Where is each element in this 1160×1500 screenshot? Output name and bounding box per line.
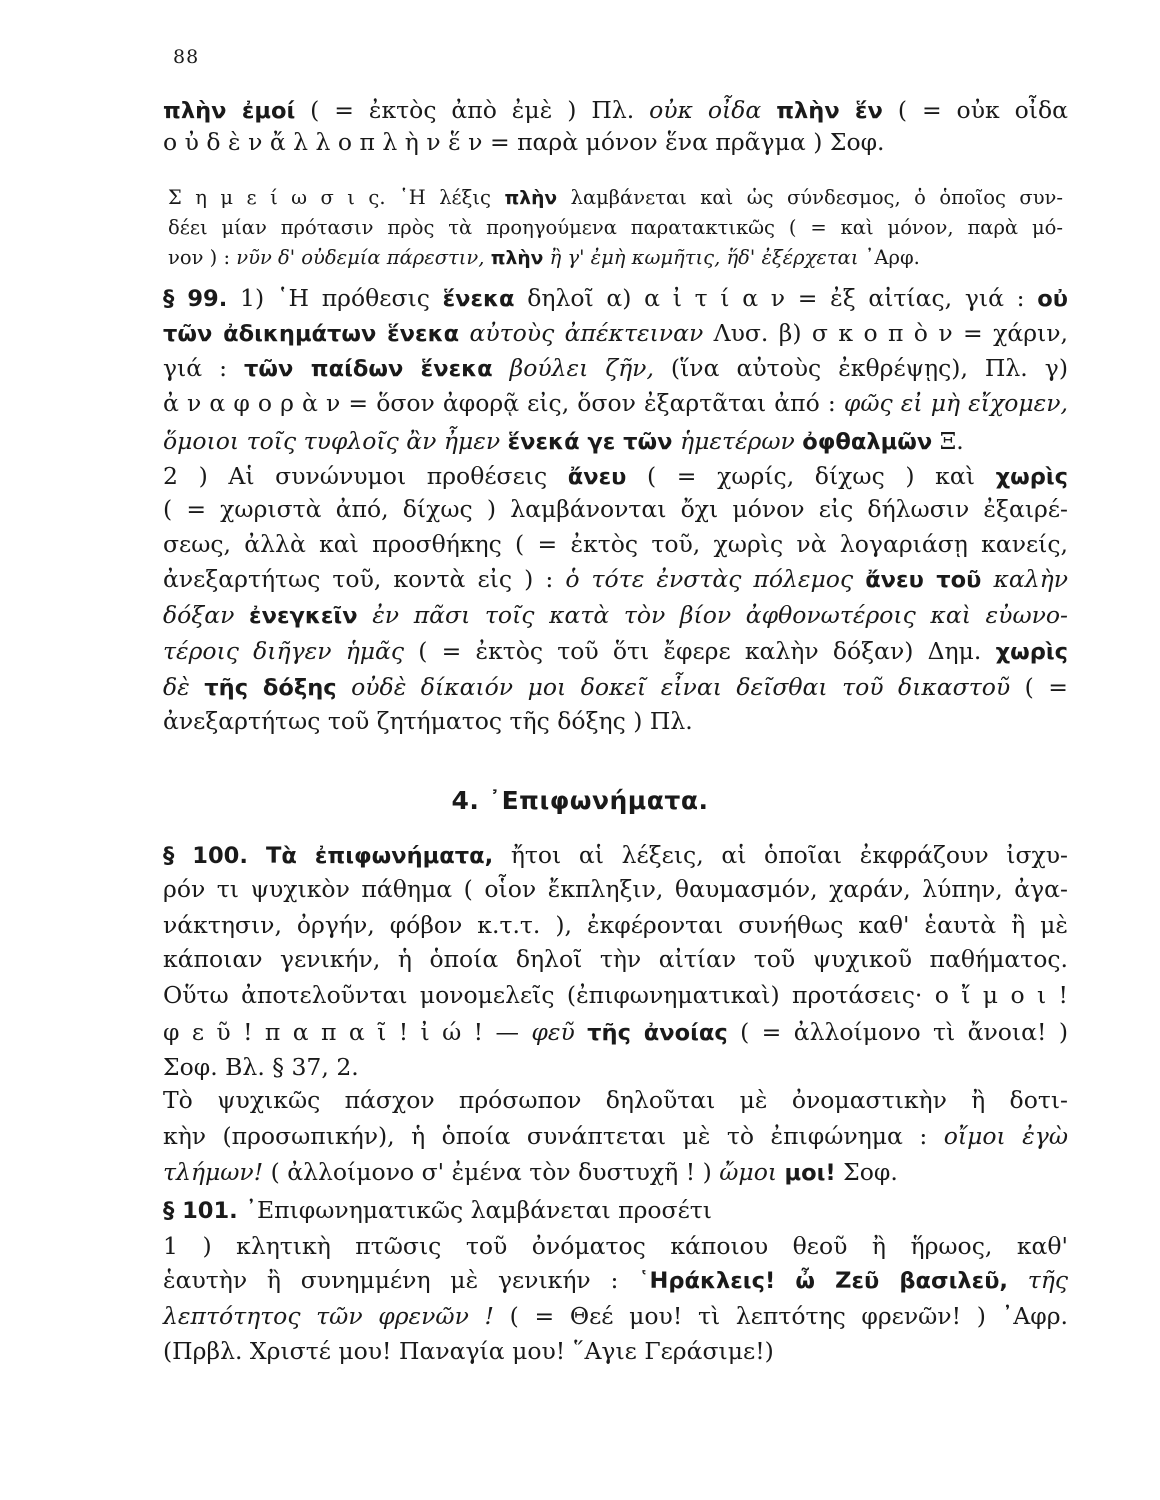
text-run: ᾿Αρφ. <box>858 246 920 269</box>
italic-quote: ὁ τότε ἐνστὰς πόλεμος <box>565 565 866 593</box>
text-line <box>163 494 1068 524</box>
section-heading: 4. ᾿Επιφωνήματα. <box>451 786 709 815</box>
text-line <box>163 1301 1068 1331</box>
bold-term: μοι! <box>784 1160 836 1186</box>
text-run: ἀνεξαρτήτως τοῦ, κοντὰ εἰς ) : <box>163 565 566 593</box>
text-run: ἀ ν α φ ο ρ ὰ ν = ὅσον ἀφορᾷ εἰς, ὅσον ἐξαρτᾶται ἀπό : <box>163 389 844 417</box>
text-line <box>163 95 1068 126</box>
text-line <box>163 1121 1068 1151</box>
bold-term: τῶν παίδων ἕνεκα <box>244 356 493 382</box>
text-line <box>163 1052 1068 1082</box>
bold-term: ἕνεκά γε τῶν <box>507 429 673 455</box>
bold-term: ἐνεγκεῖν <box>249 603 358 629</box>
text-run: (Πρβλ. Χριστέ μου! Παναγία μου! ῞Αγιε Γεράσιμε!) <box>163 1337 774 1365</box>
text-run: (ἵνα αὐτοὺς ἐκθρέψῃς), Πλ. γ) <box>653 354 1068 382</box>
text-run: Σ η μ ε ί ω σ ι ς. <box>168 186 386 209</box>
italic-quote: αὐτοὺς ἀπέκτειναν <box>459 319 704 347</box>
text-run: ( = ἀλλοίμονο τὶ ἄνοια! ) <box>727 1018 1068 1046</box>
text-line <box>163 672 1068 703</box>
text-run: γιά : <box>163 354 245 382</box>
text-run: ρόν τι ψυχικὸν πάθημα ( οἷον ἔκπληξιν, θαυμασμόν, χαράν, λύπην, ἀγα- <box>163 875 1068 903</box>
italic-quote: ἡμετέρων <box>672 427 803 455</box>
bold-term: ῾Ηράκλεις! ὦ Ζεῦ βασιλεῦ, <box>638 1268 1008 1294</box>
italic-quote: τῆς <box>1007 1266 1068 1294</box>
text-run: ῾Η λέξις <box>385 186 505 209</box>
bold-term: § 100. Τὰ ἐπιφωνήματα, <box>163 843 494 869</box>
bold-term: § 99. <box>163 286 228 312</box>
italic-quote: οὐκ οἶδα <box>649 96 777 124</box>
bold-term: χωρὶς <box>995 464 1068 490</box>
bold-term: χωρὶς <box>995 639 1068 665</box>
text-run: Οὕτω ἀποτελοῦνται μονομελεῖς (ἐπιφωνηματικαὶ) προτάσεις· ο ἴ μ ο ι ! <box>163 981 1068 1009</box>
text-run: 2 ) Αἱ συνώνυμοι προθέσεις <box>163 462 568 490</box>
text-line <box>168 213 1063 243</box>
italic-quote: τέροις διῆγεν ἡμᾶς <box>163 637 405 665</box>
text-run: νάκτησιν, ὀργήν, φόβον κ.τ.τ. ), ἐκφέρονται συνήθως καθ' ἑαυτὰ ἢ μὲ <box>163 911 1068 939</box>
text-line <box>163 1085 1068 1115</box>
italic-quote: φεῦ <box>531 1018 588 1046</box>
text-run: Σοφ. Βλ. § 37, 2. <box>163 1053 359 1081</box>
italic-quote: φῶς εἰ μὴ εἴχομεν, <box>843 389 1068 417</box>
italic-quote: τλήμων! <box>163 1158 264 1186</box>
text-line <box>163 127 1068 157</box>
bold-term: τῆς ἀνοίας <box>587 1020 728 1046</box>
bold-term: τῶν ἀδικημάτων ἕνεκα <box>163 321 460 347</box>
text-line <box>163 353 1068 384</box>
text-run: νον ) : <box>168 246 237 269</box>
text-run: ( = χωρίς, δίχως ) καὶ <box>626 462 996 490</box>
bold-term: πλὴν <box>504 188 558 209</box>
italic-quote: ὤμοι <box>719 1158 785 1186</box>
text-line <box>163 1231 1068 1261</box>
text-run: 1 ) κλητικὴ πτῶσις τοῦ ὀνόματος κάποιου θεοῦ ἢ ἥρωος, καθ' <box>163 1232 1068 1260</box>
text-line <box>163 980 1068 1010</box>
text-line <box>163 564 1068 595</box>
italic-quote: καλὴν <box>981 565 1068 593</box>
bold-term: ὀφθαλμῶν <box>802 429 933 455</box>
text-line <box>163 1336 1068 1366</box>
text-line <box>163 1265 1068 1296</box>
text-run: ᾿Επιφωνηματικῶς λαμβάνεται προσέτι <box>237 1196 712 1224</box>
text-run: ο ὐ δ ὲ ν ἄ λ λ ο π λ ὴ ν ἕ ν <box>163 128 483 156</box>
text-run: δηλοῖ α) α ἰ τ ί α ν = ἐξ αἰτίας, γιά : <box>514 284 1038 312</box>
text-run: δέει μίαν πρότασιν πρὸς τὰ προηγούμενα παρατακτικῶς ( = καὶ μόνον, παρὰ μό- <box>168 216 1063 239</box>
text-run: Λυσ. β) σ κ ο π ὸ ν = χάριν, <box>703 319 1068 347</box>
page-number: 88 <box>173 46 200 68</box>
text-line <box>163 1195 1068 1226</box>
text-line <box>163 600 1068 631</box>
text-run: Σοφ. <box>835 1158 898 1186</box>
bold-term: ἄνευ τοῦ <box>865 567 982 593</box>
text-run: Τὸ ψυχικῶς πάσχον πρόσωπον δηλοῦται μὲ ὀνομαστικὴν ἢ δοτι- <box>163 1086 1068 1114</box>
italic-quote: δόξαν <box>163 601 250 629</box>
text-run: = παρὰ μόνον ἕνα πρᾶγμα ) Σοφ. <box>482 128 885 156</box>
text-line <box>163 461 1068 492</box>
text-run: σεως, ἀλλὰ καὶ προσθήκης ( = ἐκτὸς τοῦ, χωρὶς νὰ λογαριάσῃ κανείς, <box>163 530 1068 558</box>
text-line <box>163 529 1068 559</box>
text-run: ( = ἐκτὸς τοῦ ὅτι ἔφερε καλὴν δόξαν) Δημ. <box>404 637 996 665</box>
italic-quote: νῦν δ' οὐδεμία πάρεστιν, <box>236 246 491 269</box>
bold-term: τῆς δόξης <box>204 675 337 701</box>
italic-quote: οἴμοι ἐγὼ <box>943 1122 1068 1150</box>
text-line <box>168 183 1063 214</box>
text-line <box>163 840 1068 871</box>
text-run: λαμβάνεται καὶ ὡς σύνδεσμος, ὁ ὁποῖος συν- <box>557 186 1063 209</box>
text-line <box>163 318 1068 349</box>
text-line <box>163 1157 1068 1188</box>
text-run: Ξ. <box>932 427 964 455</box>
text-run: ( = οὐκ οἶδα <box>882 96 1068 124</box>
text-run: ( ἀλλοίμονο σ' ἐμένα τὸν δυστυχῆ ! ) <box>263 1158 720 1186</box>
text-run: 1) ῾Η πρόθεσις <box>227 284 443 312</box>
bold-term: οὐ <box>1037 286 1068 312</box>
text-run: κάποιαν γενικήν, ἡ ὁποία δηλοῖ τὴν αἰτίαν τοῦ ψυχικοῦ παθήματος. <box>163 945 1068 973</box>
text-line <box>163 388 1068 418</box>
bold-term: πλὴν <box>490 248 544 269</box>
bold-term: πλὴν ἐμοί <box>163 98 296 124</box>
text-line <box>163 636 1068 667</box>
text-run: ( = Θεέ μου! τὶ λεπτότης φρενῶν! ) ᾿Αφρ. <box>494 1302 1068 1330</box>
text-line <box>163 910 1068 940</box>
text-run: κὴν (προσωπικήν), ἡ ὁποία συνάπτεται μὲ τὸ ἐπιφώνημα : <box>163 1122 944 1150</box>
bold-term: § 101. <box>163 1198 238 1224</box>
text-line <box>163 283 1068 314</box>
text-line <box>163 1017 1068 1048</box>
text-line <box>163 426 1068 457</box>
italic-quote: ἐν πᾶσι τοῖς κατὰ τὸν βίον ἀφθονωτέροις καὶ εὐωνο- <box>357 601 1068 629</box>
text-run: ( = ἐκτὸς ἀπὸ ἐμὲ ) Πλ. <box>295 96 650 124</box>
bold-term: ἕνεκα <box>442 286 515 312</box>
text-line <box>163 874 1068 904</box>
text-run: ( = χωριστὰ ἀπό, δίχως ) λαμβάνονται ὄχι μόνον εἰς δήλωσιν ἐξαιρέ- <box>163 495 1068 523</box>
text-line <box>163 944 1068 974</box>
italic-quote: βούλει ζῆν, <box>492 354 654 382</box>
text-run: ἀνεξαρτήτως τοῦ ζητήματος τῆς δόξης ) Πλ. <box>163 707 693 735</box>
text-run: ἤτοι αἱ λέξεις, αἱ ὁποῖαι ἐκφράζουν ἰσχυ- <box>493 841 1068 869</box>
text-line <box>168 243 1063 274</box>
italic-quote: λεπτότητος τῶν φρενῶν ! <box>163 1302 494 1330</box>
bold-term: ἄνευ <box>567 464 627 490</box>
text-run: ἑαυτὴν ἢ συνημμένη μὲ γενικήν : <box>163 1266 639 1294</box>
italic-quote: δὲ <box>163 673 205 701</box>
italic-quote: ἢ γ' ἐμὴ κωμῆτις, ἥδ' ἐξέρχεται <box>543 246 859 269</box>
text-run: ( = <box>1010 673 1068 701</box>
bold-term: πλὴν ἕν <box>776 98 883 124</box>
italic-quote: ὅμοιοι τοῖς τυφλοῖς ἂν ἦμεν <box>163 427 508 455</box>
text-line <box>163 706 1068 736</box>
text-run: φ ε ῦ ! π α π α ῖ ! ἰ ώ ! — <box>163 1018 532 1046</box>
italic-quote: οὐδὲ δίκαιόν μοι δοκεῖ εἶναι δεῖσθαι τοῦ δικαστοῦ <box>336 673 1011 701</box>
